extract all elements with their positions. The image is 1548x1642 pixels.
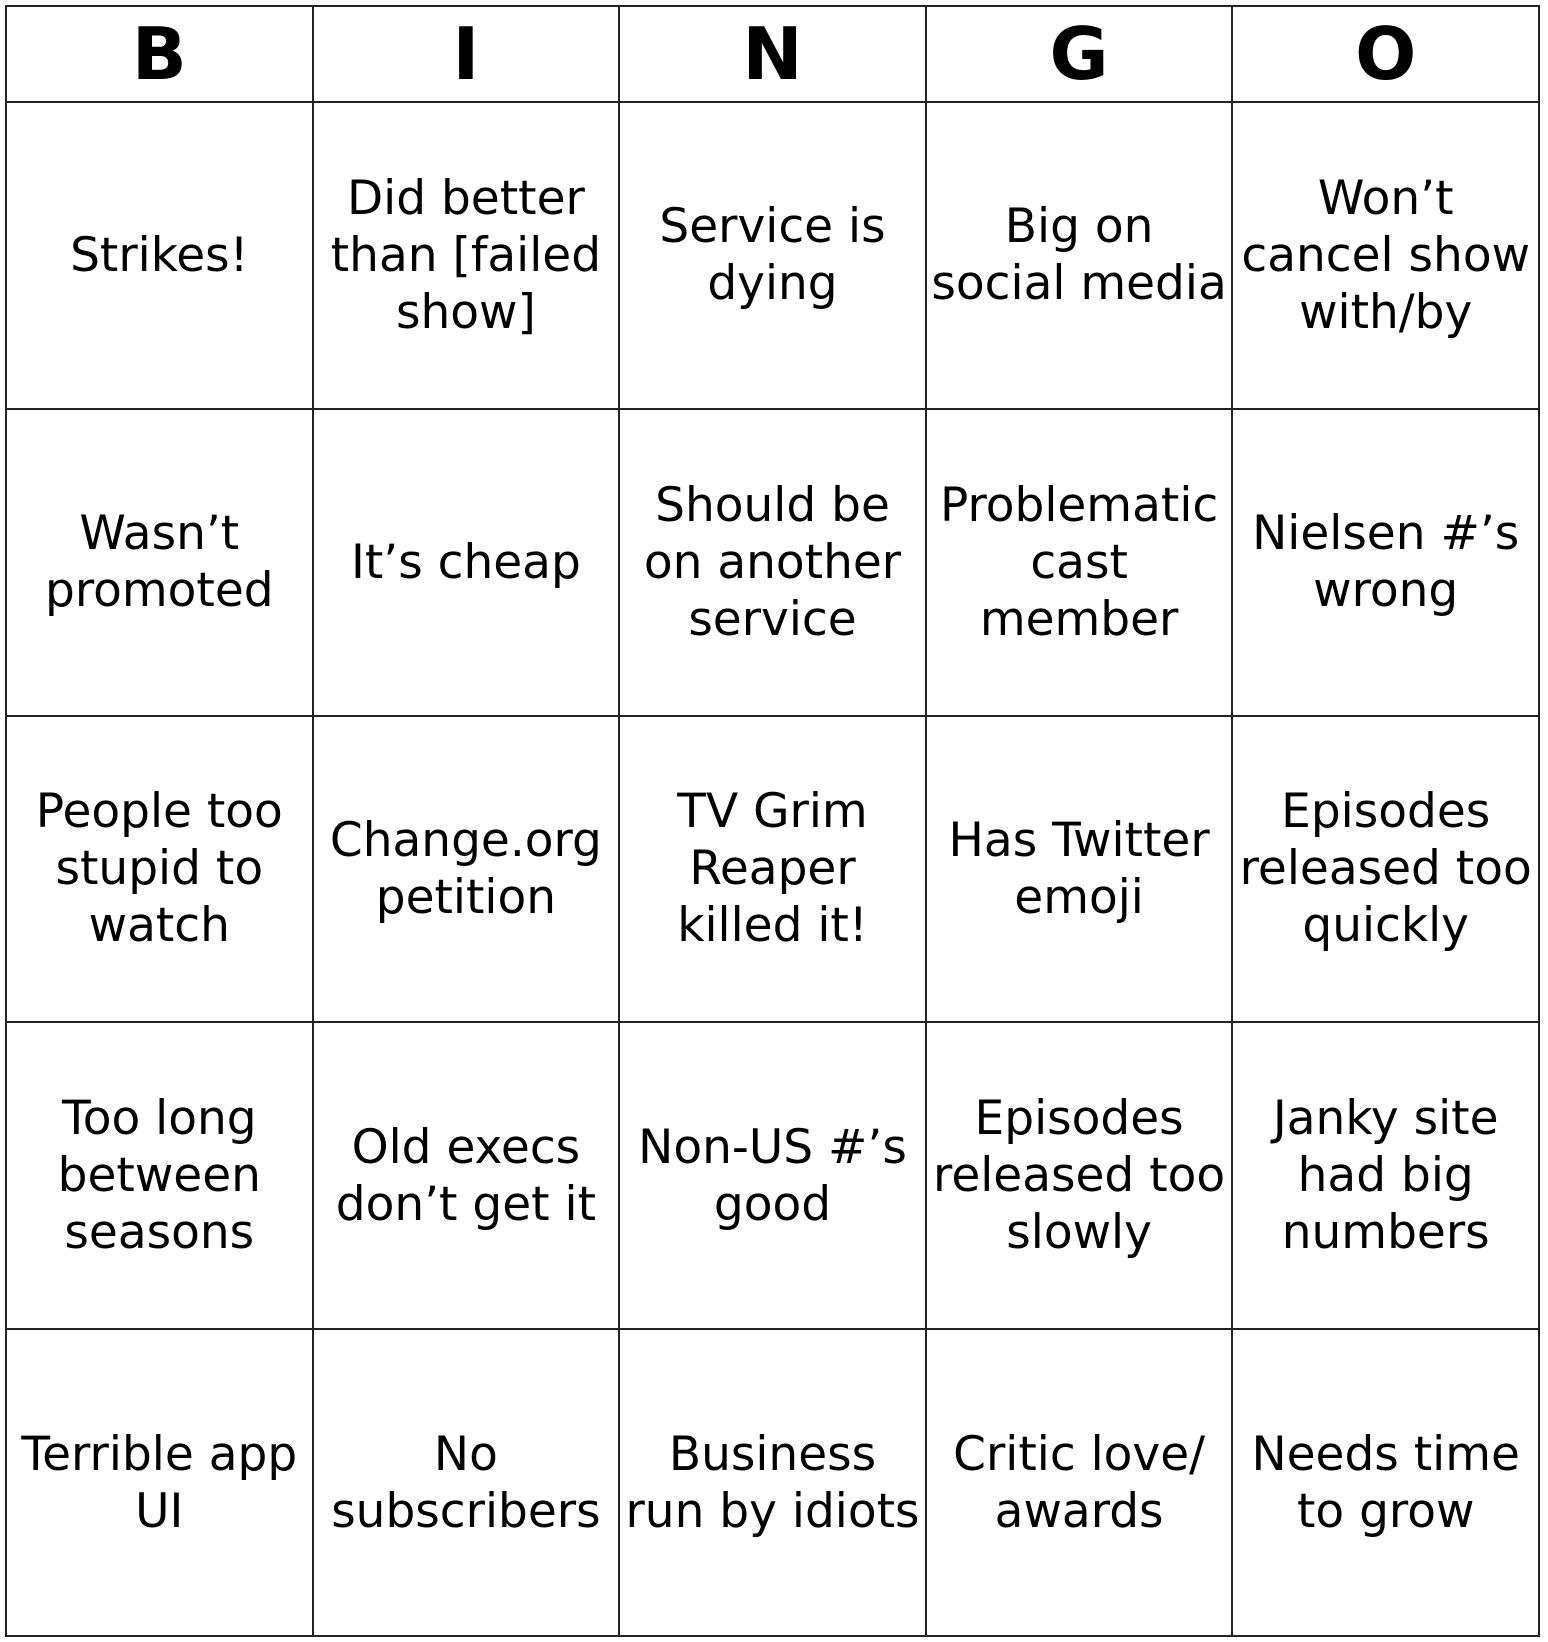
square-text: Has Twitter emoji — [948, 812, 1210, 925]
square-text: Old execs don’t get it — [335, 1119, 597, 1232]
square-text: Janky site had big numbers — [1272, 1091, 1499, 1261]
square-text: Change.org petition — [329, 812, 602, 925]
bingo-square[interactable] — [314, 1023, 621, 1330]
header-cell-n — [620, 7, 927, 103]
bingo-square[interactable] — [1233, 1023, 1540, 1330]
header-letter: G — [1049, 12, 1109, 96]
square-text: People too stupid to watch — [35, 784, 283, 954]
header-letter: O — [1355, 12, 1417, 96]
bingo-square[interactable] — [314, 1330, 621, 1637]
square-text: Did better than [failed show] — [330, 170, 602, 340]
bingo-square[interactable] — [620, 1330, 927, 1637]
bingo-square[interactable] — [620, 717, 927, 1024]
header-letter: B — [131, 12, 187, 96]
square-text: TV Grim Reaper killed it! — [677, 784, 868, 954]
square-text: Episodes released too quickly — [1239, 784, 1532, 954]
bingo-card — [5, 5, 1540, 1637]
square-text: No subscribers — [331, 1426, 601, 1539]
bingo-square[interactable] — [7, 717, 314, 1024]
square-text: Needs time to grow — [1251, 1426, 1520, 1539]
square-text: Big on social media — [931, 199, 1227, 312]
header-cell-b — [7, 7, 314, 103]
square-text: Episodes released too slowly — [933, 1091, 1226, 1261]
bingo-square[interactable] — [1233, 717, 1540, 1024]
bingo-square[interactable] — [1233, 1330, 1540, 1637]
square-text: Nielsen #’s wrong — [1252, 506, 1520, 619]
bingo-square[interactable] — [7, 1330, 314, 1637]
header-cell-i — [314, 7, 621, 103]
bingo-square[interactable] — [620, 410, 927, 717]
bingo-square[interactable] — [620, 1023, 927, 1330]
bingo-square[interactable] — [927, 103, 1234, 410]
header-cell-g — [927, 7, 1234, 103]
bingo-square[interactable] — [314, 410, 621, 717]
bingo-square[interactable] — [314, 717, 621, 1024]
bingo-square[interactable] — [927, 1023, 1234, 1330]
square-text: Won’t cancel show with/by — [1241, 170, 1531, 340]
header-cell-o — [1233, 7, 1540, 103]
header-letter: N — [742, 12, 803, 96]
bingo-square[interactable] — [7, 410, 314, 717]
bingo-square[interactable] — [927, 717, 1234, 1024]
bingo-square[interactable] — [314, 103, 621, 410]
bingo-square[interactable] — [7, 1023, 314, 1330]
square-text: Strikes! — [70, 227, 249, 283]
bingo-square[interactable] — [1233, 103, 1540, 410]
bingo-square[interactable] — [927, 1330, 1234, 1637]
header-letter: I — [452, 12, 480, 96]
square-text: Business run by idiots — [625, 1426, 920, 1539]
square-text: Wasn’t promoted — [44, 506, 274, 619]
square-text: Critic love/ awards — [953, 1426, 1206, 1539]
bingo-square[interactable] — [927, 410, 1234, 717]
bingo-square[interactable] — [7, 103, 314, 410]
square-text: Non-US #’s good — [638, 1119, 907, 1232]
square-text: Terrible app UI — [21, 1426, 298, 1539]
bingo-square[interactable] — [620, 103, 927, 410]
square-text: Too long between seasons — [57, 1091, 261, 1261]
square-text: Problematic cast member — [939, 477, 1219, 647]
square-text: Should be on another service — [643, 477, 902, 647]
square-text: It’s cheap — [350, 534, 581, 590]
square-text: Service is dying — [659, 199, 886, 312]
bingo-square[interactable] — [1233, 410, 1540, 717]
